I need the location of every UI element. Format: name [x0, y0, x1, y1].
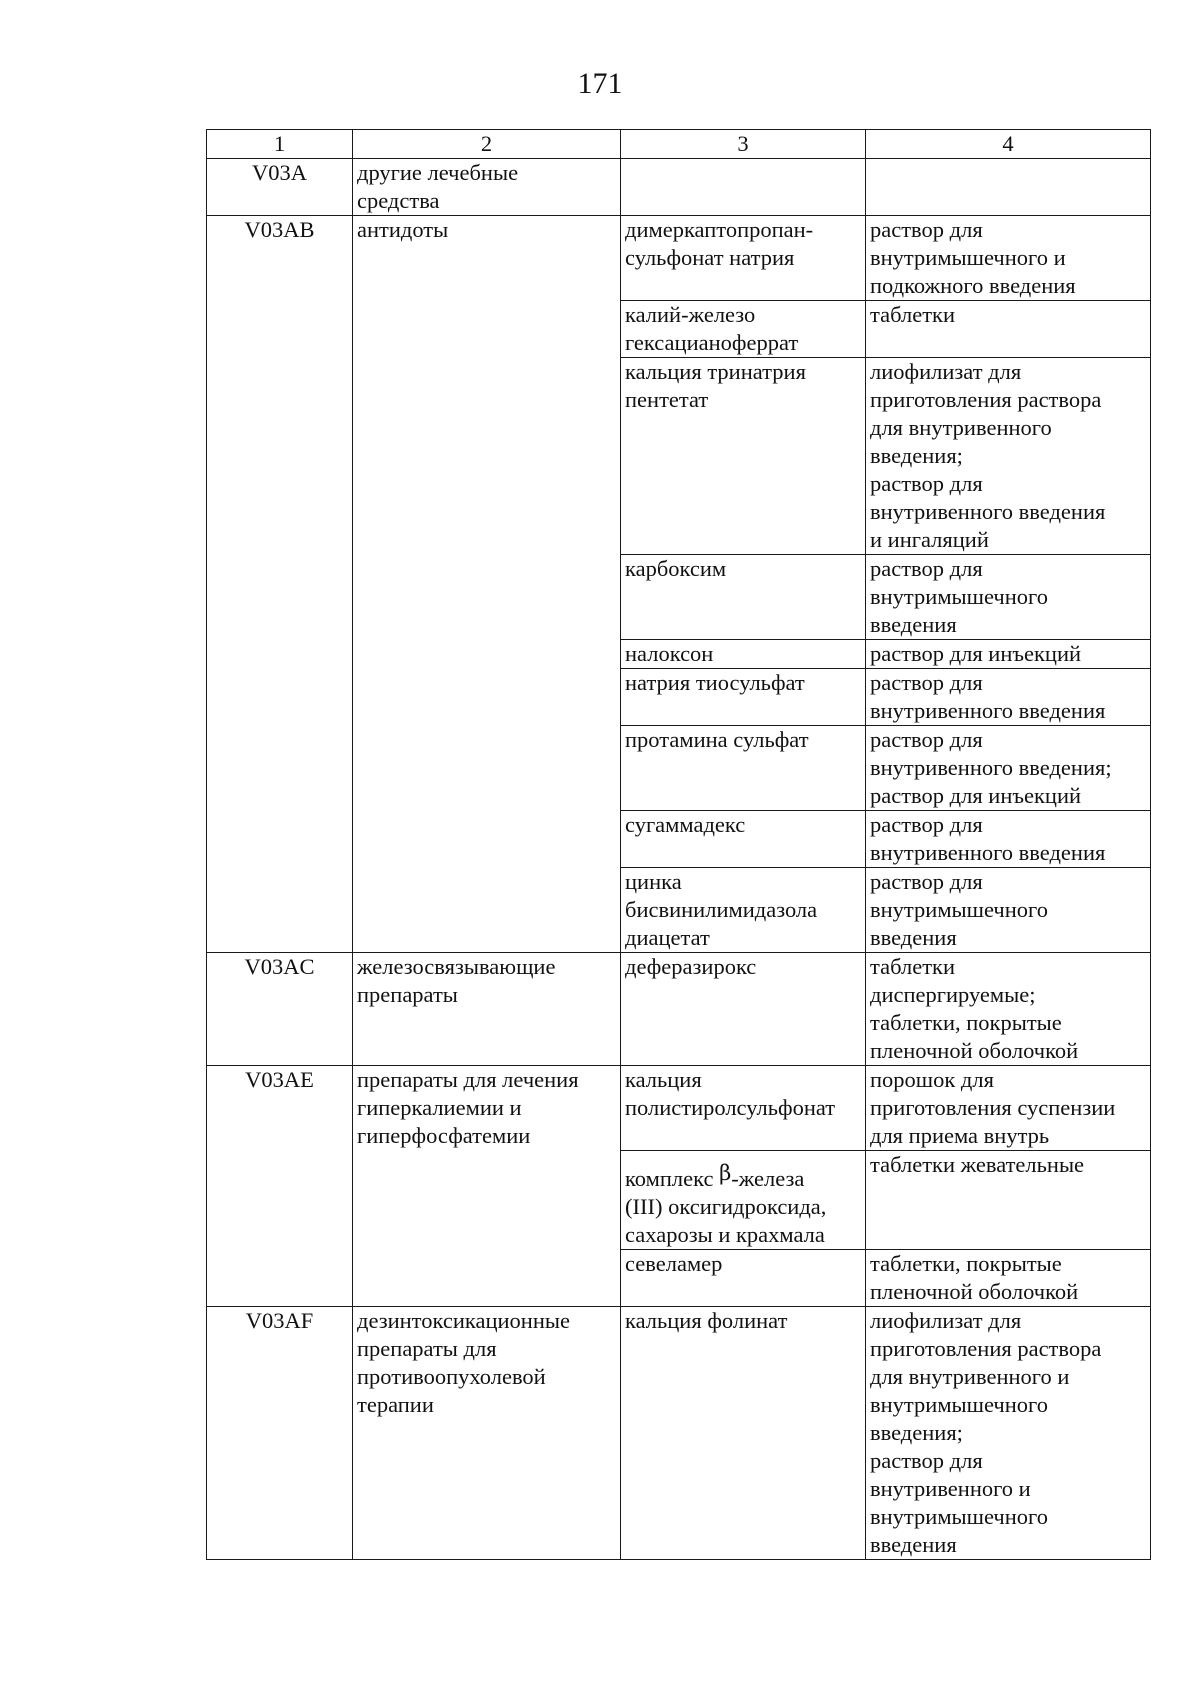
atc-code: V03A — [207, 159, 353, 216]
dosage-form-text: раствор для внутривенного введения; раствор для инъекций — [870, 727, 1112, 808]
group-name-text: препараты для лечения гиперкалиемии и гиперфосфатемии — [357, 1067, 579, 1148]
group-name — [353, 1066, 621, 1307]
group-name — [353, 159, 621, 216]
drug-name — [621, 216, 866, 301]
drug-name — [621, 1151, 866, 1250]
dosage-form-text: порошок для приготовления суспензии для приема внутрь — [870, 1067, 1116, 1148]
dosage-form — [866, 726, 1151, 811]
dosage-form-text: раствор для внутривенного введения — [870, 812, 1106, 865]
dosage-form-text: таблетки жевательные — [870, 1152, 1085, 1177]
dosage-form-text: таблетки диспергируемые; таблетки, покрытые пленочной оболочкой — [870, 954, 1079, 1063]
drug-name — [621, 358, 866, 555]
drug-name — [621, 640, 866, 669]
dosage-form — [866, 1066, 1151, 1151]
header-cell-3: 3 — [621, 130, 866, 159]
drug-name — [621, 159, 866, 216]
group-name — [353, 216, 621, 953]
table-row — [207, 216, 1151, 301]
drug-name-text: деферазирокс — [625, 954, 757, 979]
dosage-form — [866, 868, 1151, 953]
drug-name — [621, 953, 866, 1066]
drug-name-text: натрия тиосульфат — [625, 670, 805, 695]
header-cell-4: 4 — [866, 130, 1151, 159]
drug-name-text: комплекс — [625, 1166, 720, 1191]
atc-code: V03AF — [207, 1307, 353, 1560]
group-name-text: другие лечебные средства — [357, 160, 519, 213]
dosage-form — [866, 301, 1151, 358]
drug-name-text: димеркаптопропан- сульфонат натрия — [625, 217, 814, 270]
dosage-form — [866, 640, 1151, 669]
group-name — [353, 1307, 621, 1560]
atc-code: V03AE — [207, 1066, 353, 1307]
dosage-form — [866, 811, 1151, 868]
table-header-row — [207, 130, 1151, 159]
drug-name-text: цинка бисвинилимидазола диацетат — [625, 869, 818, 950]
dosage-form-text: раствор для внутримышечного и подкожного введения — [870, 217, 1076, 298]
table-row — [207, 1066, 1151, 1151]
drug-name — [621, 301, 866, 358]
dosage-form — [866, 159, 1151, 216]
group-name-text: дезинтоксикационные препараты для противоопухолевой терапии — [357, 1308, 570, 1417]
drug-name-text: кальция полистиролсульфонат — [625, 1067, 836, 1120]
drug-name — [621, 669, 866, 726]
group-name — [353, 953, 621, 1066]
drug-name-text: -железа (III) оксигидроксида, сахарозы и крахмала — [625, 1166, 827, 1247]
drug-name-text: налоксон — [625, 641, 714, 666]
dosage-form — [866, 1151, 1151, 1250]
atc-code: V03AC — [207, 953, 353, 1066]
dosage-form — [866, 216, 1151, 301]
dosage-form-text: раствор для инъекций — [870, 641, 1082, 666]
group-name-text: железосвязывающие препараты — [357, 954, 556, 1007]
drug-name-text: кальция тринатрия пентетат — [625, 359, 806, 412]
beta-symbol: β — [719, 1161, 732, 1185]
dosage-form-text: раствор для внутривенного введения — [870, 670, 1106, 723]
drug-name — [621, 1307, 866, 1560]
table-row — [207, 953, 1151, 1066]
dosage-form — [866, 669, 1151, 726]
dosage-form-text: лиофилизат для приготовления раствора для внутривенного и внутримышечного введения; раствор для внутривенного и внутримышечного введения — [870, 1308, 1102, 1557]
dosage-form — [866, 1307, 1151, 1560]
dosage-form — [866, 953, 1151, 1066]
header-cell-1: 1 — [207, 130, 353, 159]
dosage-form — [866, 555, 1151, 640]
page-number: 171 — [577, 67, 623, 100]
drug-name — [621, 1066, 866, 1151]
atc-code: V03AB — [207, 216, 353, 953]
dosage-form-text: таблетки, покрытые пленочной оболочкой — [870, 1251, 1079, 1304]
drug-name-text: севеламер — [625, 1251, 723, 1276]
drug-name-text: протамина сульфат — [625, 727, 809, 752]
dosage-form — [866, 358, 1151, 555]
header-cell-2: 2 — [353, 130, 621, 159]
dosage-form-text: таблетки — [870, 302, 956, 327]
dosage-form-text: раствор для внутримышечного введения — [870, 556, 1048, 637]
drug-name — [621, 555, 866, 640]
drug-name — [621, 726, 866, 811]
table-row — [207, 159, 1151, 216]
drug-name-text: кальция фолинат — [625, 1308, 788, 1333]
drug-name-text: сугаммадекс — [625, 812, 746, 837]
drug-table — [206, 129, 1151, 1560]
drug-name — [621, 1250, 866, 1307]
dosage-form — [866, 1250, 1151, 1307]
dosage-form-text: раствор для внутримышечного введения — [870, 869, 1048, 950]
group-name-text: антидоты — [357, 217, 449, 242]
drug-name — [621, 811, 866, 868]
drug-name-text: калий-железо гексацианоферрат — [625, 302, 799, 355]
drug-name — [621, 868, 866, 953]
drug-name-text: карбоксим — [625, 556, 727, 581]
table-row — [207, 1307, 1151, 1560]
dosage-form-text: лиофилизат для приготовления раствора для внутривенного введения; раствор для внутривенного введения и ингаляций — [870, 359, 1106, 552]
